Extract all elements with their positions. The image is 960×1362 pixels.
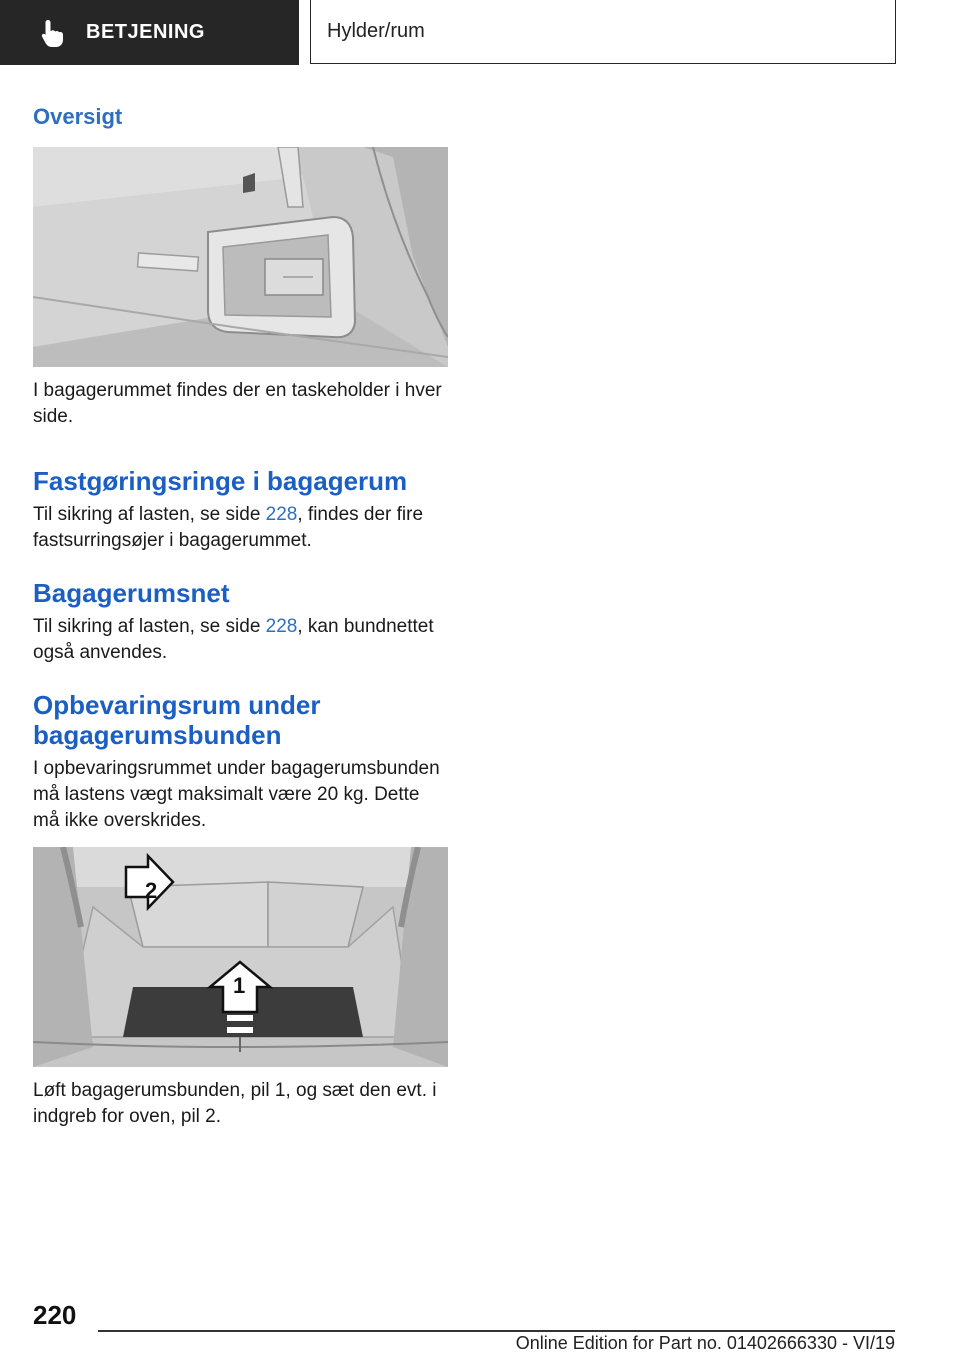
arrow-1-label: 1 <box>233 973 246 998</box>
rings-section <box>33 466 448 554</box>
arrow-2-label: 2 <box>145 878 158 903</box>
net-text-after: , kan bundnettet også anvendes. <box>33 616 434 663</box>
net-section <box>33 578 448 666</box>
net-text <box>33 614 448 666</box>
section-label: BETJENING <box>86 21 205 43</box>
chapter-header <box>310 0 896 64</box>
trunk-floor-illustration <box>33 847 448 1067</box>
net-page-link[interactable]: 228 <box>265 616 298 637</box>
storage-section <box>33 690 448 834</box>
rings-text-after: , findes der fire fastsurringsøjer i bagagerummet. <box>33 504 424 551</box>
trunk-floor-drawing <box>33 847 448 1067</box>
storage-title <box>33 690 448 750</box>
floor-caption-block <box>33 1078 448 1130</box>
chapter-label: Hylder/rum <box>327 20 425 42</box>
trunk-side-illustration <box>33 147 448 367</box>
rings-page-link[interactable]: 228 <box>265 504 298 525</box>
storage-title-line1: Opbevaringsrum under <box>33 690 321 720</box>
footer-edition: Online Edition for Part no. 01402666330 - VI/19 <box>515 1333 895 1353</box>
floor-caption: Løft bagagerumsbunden, pil 1, og sæt den evt. i indgreb for oven, pil 2. <box>33 1080 437 1127</box>
storage-title-line2: bagagerumsbunden <box>33 720 282 750</box>
oversigt-caption-block <box>33 378 448 430</box>
page-number: 220 <box>33 1300 77 1330</box>
rings-text-before: Til sikring af lasten, se side <box>33 504 266 525</box>
net-title: Bagagerumsnet <box>33 578 230 608</box>
trunk-side-drawing <box>33 147 448 367</box>
oversigt-title: Oversigt <box>33 104 123 129</box>
net-text-before: Til sikring af lasten, se side <box>33 616 266 637</box>
oversigt-caption: I bagagerummet findes der en taskeholder i hver side. <box>33 380 442 427</box>
hand-pointer-icon <box>40 18 66 48</box>
rings-text <box>33 502 448 554</box>
footer-divider <box>98 1330 895 1332</box>
section-tab <box>0 0 299 65</box>
oversigt-section <box>33 104 448 130</box>
rings-title: Fastgøringsringe i bagagerum <box>33 466 408 496</box>
storage-text: I opbevaringsrummet under bagagerumsbunden må lastens vægt maksimalt være 20 kg. Dette må ikke overskrides. <box>33 758 440 831</box>
